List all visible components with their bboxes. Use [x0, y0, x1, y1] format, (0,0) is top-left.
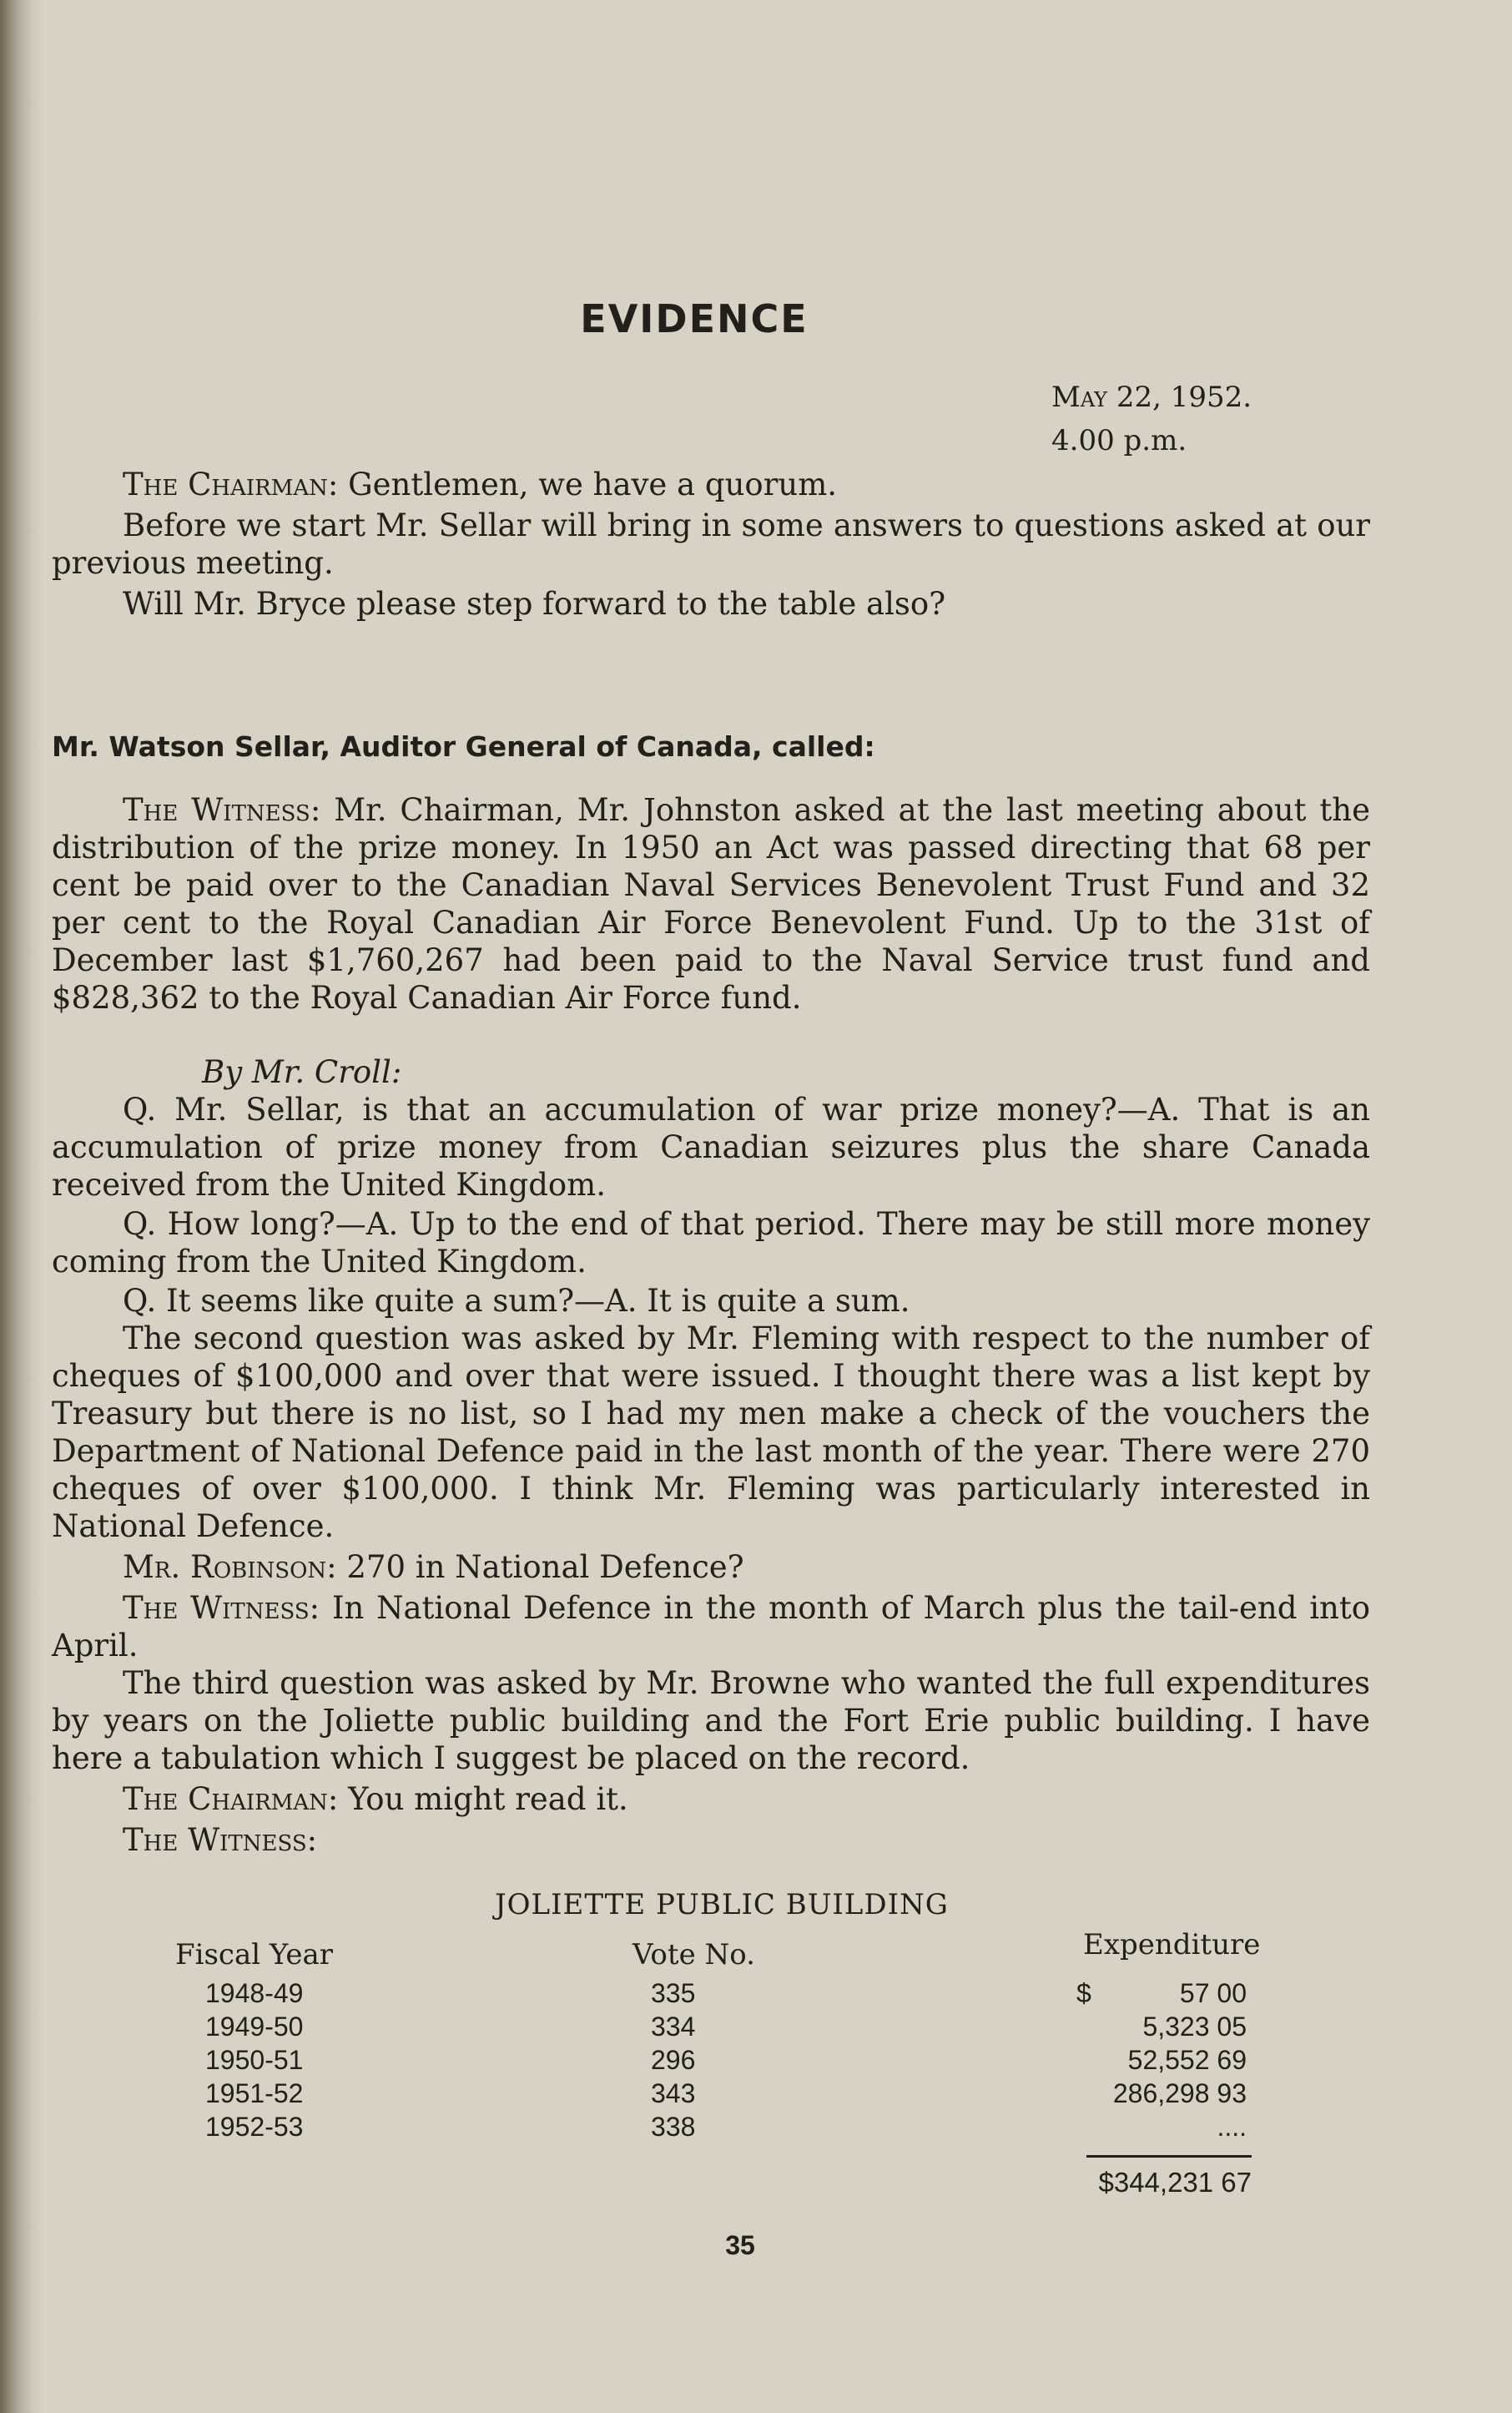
paragraph: Will Mr. Bryce please step forward to the table also?	[123, 586, 946, 622]
witness-called-heading: Mr. Watson Sellar, Auditor General of Canada, called:	[52, 730, 875, 763]
qa-paragraph: Q. How long?—A. Up to the end of that period. There may be still more money coming from the United Kingdom.	[52, 1206, 1370, 1280]
paragraph	[52, 1780, 1370, 1818]
speaker-name: The Chairman	[123, 1781, 328, 1817]
total-rule	[1086, 2155, 1252, 2158]
speaker-name: The Chairman	[123, 467, 328, 502]
paragraph	[52, 791, 1370, 1017]
table-row	[0, 2112, 1512, 2146]
dollar-sign: $	[1076, 1978, 1091, 2008]
paragraph-text: :	[306, 1822, 318, 1858]
fiscal-year-cell: 1949-50	[205, 2012, 304, 2042]
page-number: 35	[725, 2230, 755, 2260]
column-header-vote-no: Vote No.	[633, 1938, 755, 1971]
page-title: EVIDENCE	[580, 296, 809, 341]
paragraph: Before we start Mr. Sellar will bring in some answers to questions asked at our previous meeting.	[52, 507, 1370, 581]
table-row	[0, 2078, 1512, 2113]
paragraph: The third question was asked by Mr. Browne who wanted the full expenditures by years on the Joliette public building and the Fort Erie public building. I have here a tabulation which I suggest be placed on the record.	[52, 1665, 1370, 1776]
speaker-name: The Witness	[123, 1822, 307, 1858]
column-header-expenditure: Expenditure	[1083, 1928, 1261, 1961]
date-rest: 22, 1952.	[1107, 381, 1252, 414]
fiscal-year-cell: 1948-49	[205, 1978, 304, 2008]
table-row	[0, 1978, 1512, 2012]
meeting-time: 4.00 p.m.	[1051, 424, 1187, 457]
speaker-name: The Witness	[123, 1590, 310, 1626]
witness-statement	[52, 791, 1370, 1017]
intro-section	[52, 466, 1370, 623]
paragraph	[52, 1548, 1370, 1586]
paragraph-text: : In National Defence in the month of March plus the tail-end into April.	[52, 1590, 1370, 1663]
examination-section	[52, 1053, 1370, 1859]
paragraph: The second question was asked by Mr. Fleming with respect to the number of cheques of $100,000 and over that were issued. I thought there was a list kept by Treasury but there is no list, so I had my men make a check of the vouchers the Department of National Defence paid in the last month of the year. There were 270 cheques of over $100,000. I think Mr. Fleming was particularly interested in National Defence.	[52, 1320, 1370, 1544]
vote-no-cell: 335	[651, 1978, 696, 2008]
column-header-fiscal-year: Fiscal Year	[175, 1938, 334, 1971]
expenditure-cell: 52,552 69	[1127, 2045, 1247, 2075]
expenditure-cell: 286,298 93	[1112, 2078, 1247, 2108]
vote-no-cell: 343	[651, 2078, 696, 2108]
speaker-name: Mr. Robinson	[123, 1549, 327, 1585]
vote-no-cell: 338	[651, 2112, 696, 2142]
expenditure-total: $344,231 67	[1098, 2167, 1252, 2198]
paragraph-text: : 270 in National Defence?	[326, 1549, 744, 1585]
paragraph	[52, 1589, 1370, 1664]
vote-no-cell: 334	[651, 2012, 696, 2042]
vote-no-cell: 296	[651, 2045, 696, 2075]
fiscal-year-cell: 1950-51	[205, 2045, 304, 2075]
paragraph	[52, 1821, 1370, 1859]
expenditure-cell: ....	[1217, 2112, 1247, 2142]
table-row	[0, 2045, 1512, 2079]
qa-paragraph: Q. It seems like quite a sum?—A. It is quite a sum.	[123, 1283, 910, 1319]
paragraph	[52, 466, 1370, 503]
meeting-date	[1051, 376, 1252, 462]
expenditure-cell: 57 00	[1179, 1978, 1247, 2008]
date-line	[1051, 376, 1252, 419]
paragraph-text: : Mr. Chairman, Mr. Johnston asked at the last meeting about the distribution of the prize money. In 1950 an Act was passed directing that 68 per cent be paid over to the Canadian Naval Services Benevolent Trust Fund and 32 per cent to the Royal Canadian Air Force Benevolent Fund. Up to the 31st of December last $1,760,267 had been paid to the Naval Service trust fund and $828,362 to the Royal Canadian Air Force fund.	[52, 792, 1370, 1016]
qa-paragraph: Q. Mr. Sellar, is that an accumulation of war prize money?—A. That is an accumulation of prize money from Canadian seizures plus the share Canada received from the United Kingdom.	[52, 1092, 1370, 1203]
table-row	[0, 2012, 1512, 2046]
speaker-name: The Witness	[123, 792, 310, 828]
fiscal-year-cell: 1952-53	[205, 2112, 304, 2142]
byline: By Mr. Croll:	[202, 1054, 402, 1090]
paragraph-text: : You might read it.	[327, 1781, 628, 1817]
fiscal-year-cell: 1951-52	[205, 2078, 304, 2108]
expenditure-cell: 5,323 05	[1142, 2012, 1247, 2042]
table-title: JOLIETTE PUBLIC BUILDING	[495, 1888, 949, 1921]
date-month: May	[1051, 381, 1108, 414]
paragraph-text: : Gentlemen, we have a quorum.	[327, 467, 838, 502]
